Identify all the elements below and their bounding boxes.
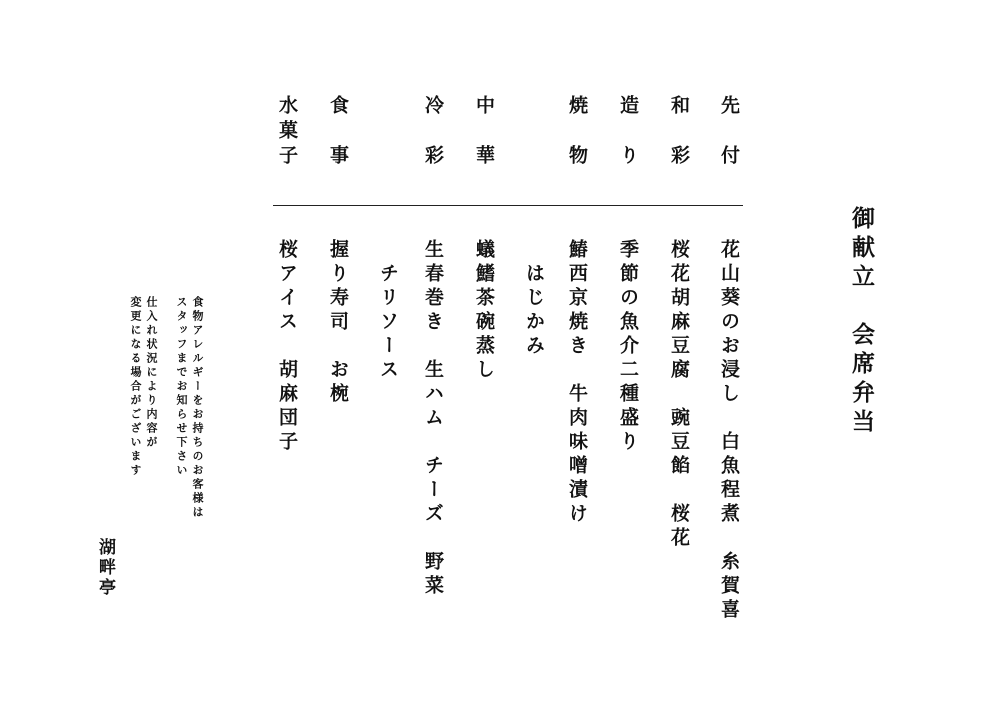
category-shokuji: 食 事 [327, 95, 349, 170]
dish-sakizuke: 花山葵のお浸し 白魚程煮 糸賀喜 [718, 239, 740, 623]
dish-chuka: 蟻鰭茶碗蒸し [473, 239, 495, 383]
dish-mizugashi: 桜アイス 胡麻団子 [276, 239, 298, 455]
category-sakizuke: 先 付 [718, 95, 740, 170]
category-chuka: 中 華 [473, 95, 495, 170]
note-change-line-1: 仕入れ状況により内容が [145, 296, 158, 450]
restaurant-signature: 湖畔亭 [95, 538, 115, 598]
category-mizugashi: 水菓子 [276, 95, 298, 170]
dish-reisai: 生春巻き 生ハム チーズ 野菜 [422, 239, 444, 599]
note-allergy-line-2: スタッフまでお知らせ下さい [175, 296, 188, 478]
dish-tsukuri: 季節の魚介二種盛り [617, 239, 639, 455]
divider-line [273, 205, 743, 206]
note-allergy-line-1: 食物アレルギーをお持ちのお客様は [191, 296, 204, 520]
category-reisai: 冷 彩 [422, 95, 444, 170]
category-wasai: 和 彩 [668, 95, 690, 170]
category-yakimono: 焼 物 [566, 95, 588, 170]
dish-yakimono-garnish: はじかみ [523, 239, 545, 359]
menu-title: 御献立 会席弁当 [848, 206, 875, 438]
dish-reisai-sauce: チリソース [377, 239, 399, 383]
dish-shokuji: 握り寿司 お椀 [327, 239, 349, 407]
dish-yakimono: 鰆西京焼き 牛肉味噌漬け [566, 239, 588, 527]
category-tsukuri: 造 り [617, 95, 639, 170]
dish-wasai: 桜花胡麻豆腐 豌豆餡 桜花 [668, 239, 690, 551]
note-change-line-2: 変更になる場合がございます [129, 296, 142, 478]
